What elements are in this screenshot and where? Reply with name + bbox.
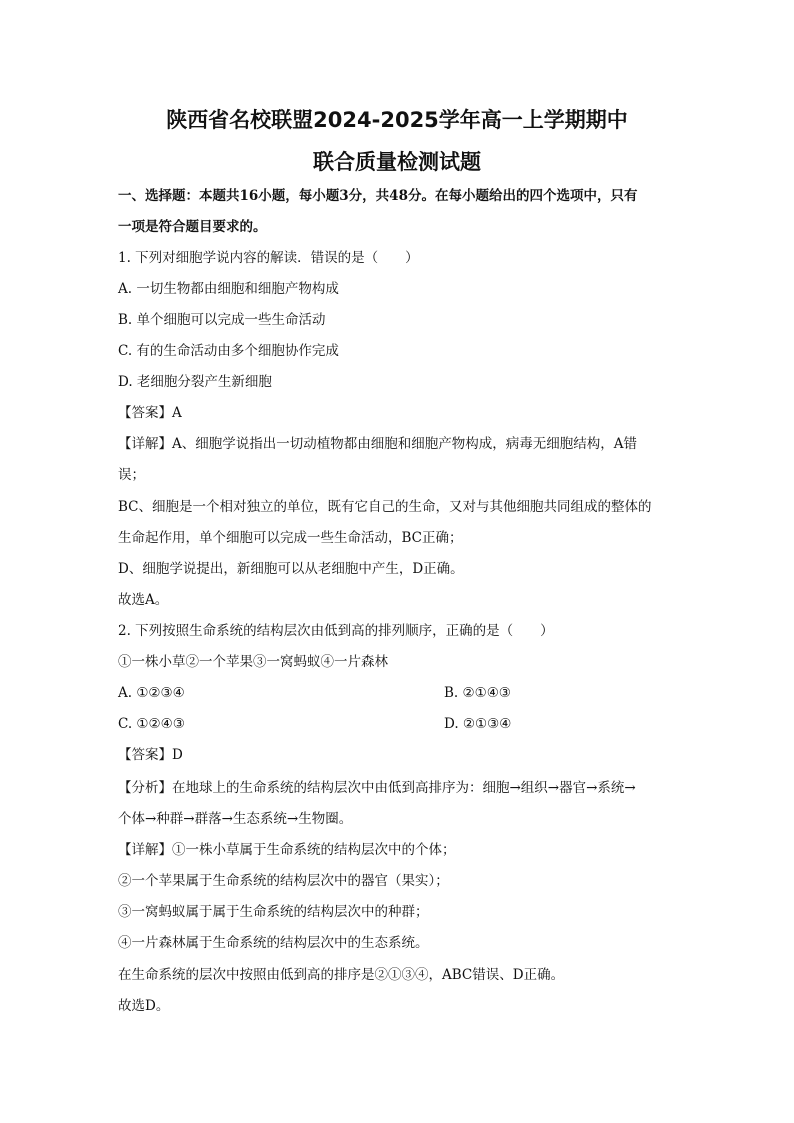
document-title-line-1: 陕西省名校联盟2024-2025学年高一上学期期中 xyxy=(166,108,628,132)
question-2-detail-line: ④一片森林属于生命系统的结构层次中的生态系统。 xyxy=(118,935,429,951)
question-2-option-b: B. ②①④③ xyxy=(444,685,511,701)
question-1-detail-line: 【详解】A、细胞学说指出一切动植物都由细胞和细胞产物构成，病毒无细胞结构，A错 xyxy=(118,436,637,452)
question-1-detail-line: 误； xyxy=(118,467,145,483)
question-1-detail-line: BC、细胞是一个相对独立的单位，既有它自己的生命，又对与其他细胞共同组成的整体的 xyxy=(118,499,652,515)
question-2-detail-line: ②一个苹果属于生命系统的结构层次中的器官（果实）； xyxy=(118,873,449,889)
question-2-option-a: A. ①②③④ xyxy=(118,685,185,701)
question-1-option-b: B. 单个细胞可以完成一些生命活动 xyxy=(118,312,326,328)
question-2-answer: 【答案】D xyxy=(118,747,183,763)
question-1-option-c: C. 有的生命活动由多个细胞协作完成 xyxy=(118,343,339,359)
question-2-items: ①一株小草②一个苹果③一窝蚂蚁④一片森林 xyxy=(118,654,388,670)
question-2-detail-line: 在生命系统的层次中按照由低到高的排序是②①③④，ABC错误、D正确。 xyxy=(118,967,565,983)
question-2-analysis-line: 个体→种群→群落→生态系统→生物圈。 xyxy=(118,811,353,827)
question-1-option-d: D. 老细胞分裂产生新细胞 xyxy=(118,374,272,390)
question-2-detail-line: 【详解】①一株小草属于生命系统的结构层次中的个体； xyxy=(118,842,456,858)
question-2-conclusion: 故选D。 xyxy=(118,998,170,1014)
question-1-stem: 1. 下列对细胞学说内容的解读．错误的是（ ） xyxy=(118,250,419,266)
document-title-line-2: 联合质量检测试题 xyxy=(313,150,481,174)
question-2-stem: 2. 下列按照生命系统的结构层次由低到高的排列顺序，正确的是（ ） xyxy=(118,623,554,639)
section-heading-line-2: 一项是符合题目要求的。 xyxy=(118,219,267,235)
question-1-conclusion: 故选A。 xyxy=(118,592,169,608)
question-2-option-c: C. ①②④③ xyxy=(118,716,185,732)
question-2-analysis-line: 【分析】在地球上的生命系统的结构层次中由低到高排序为：细胞→组织→器官→系统→ xyxy=(118,780,636,796)
question-2-option-d: D. ②①③④ xyxy=(444,716,512,732)
question-1-detail-line: D、细胞学说提出，新细胞可以从老细胞中产生，D正确。 xyxy=(118,561,464,577)
question-1-answer: 【答案】A xyxy=(118,405,182,421)
question-1-detail-line: 生命起作用，单个细胞可以完成一些生命活动，BC正确； xyxy=(118,530,463,546)
section-heading-line-1: 一、选择题：本题共16小题，每小题3分，共48分。在每小题给出的四个选项中，只有 xyxy=(118,188,638,204)
question-2-detail-line: ③一窝蚂蚁属于属于生命系统的结构层次中的种群； xyxy=(118,904,429,920)
question-1-option-a: A. 一切生物都由细胞和细胞产物构成 xyxy=(118,281,339,297)
